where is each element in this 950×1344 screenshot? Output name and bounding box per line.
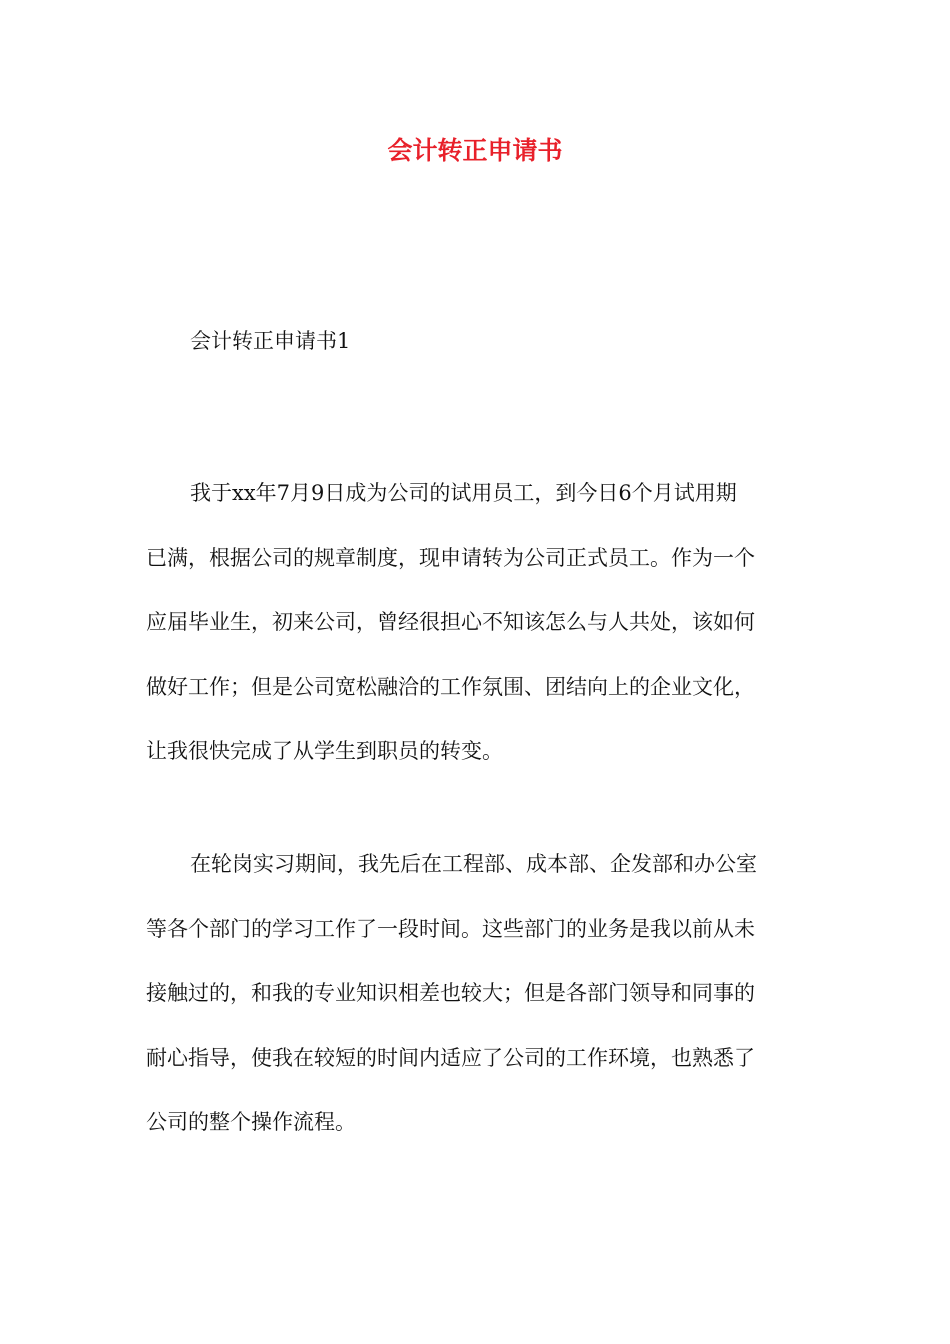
paragraph-line: 我于xx年7月9日成为公司的试用员工，到今日6个月试用期 <box>190 481 737 505</box>
paragraph-line: 应届毕业生，初来公司，曾经很担心不知该怎么与人共处，该如何 <box>146 610 755 634</box>
paragraph-line: 接触过的，和我的专业知识相差也较大；但是各部门领导和同事的 <box>146 981 755 1005</box>
paragraph-line: 做好工作；但是公司宽松融洽的工作氛围、团结向上的企业文化， <box>146 674 755 699</box>
section-heading: 会计转正申请书1 <box>190 329 351 353</box>
paragraph-line: 让我很快完成了从学生到职员的转变。 <box>146 739 503 763</box>
paragraph-line: 等各个部门的学习工作了一段时间。这些部门的业务是我以前从未 <box>146 916 755 941</box>
paragraph-line: 已满，根据公司的规章制度，现申请转为公司正式员工。作为一个 <box>146 545 755 570</box>
paragraph-line: 耐心指导，使我在较短的时间内适应了公司的工作环境，也熟悉了 <box>146 1045 755 1070</box>
paragraph-2 <box>146 832 811 1155</box>
paragraph-line: 在轮岗实习期间，我先后在工程部、成本部、企发部和办公室 <box>190 852 757 876</box>
paragraph-line: 公司的整个操作流程。 <box>146 1110 356 1134</box>
paragraph-1 <box>146 461 811 784</box>
document-title: 会计转正申请书 <box>387 136 563 165</box>
